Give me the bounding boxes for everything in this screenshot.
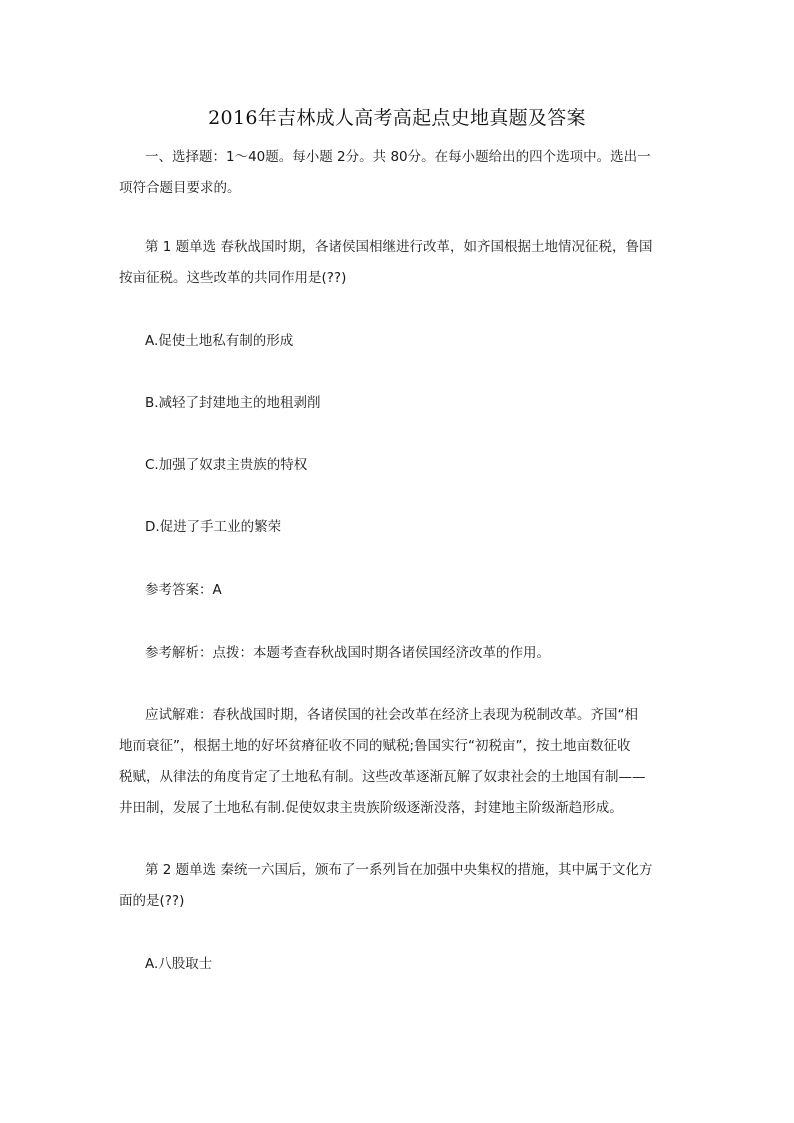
question-1-stem-line-1: 第 1 题单选 春秋战国时期，各诸侯国相继进行改革，如齐国根据土地情况征税，鲁国: [145, 239, 653, 255]
question-1-explanation-line-2: 地而衰征”，根据土地的好坏贫瘠征收不同的赋税;鲁国实行“初税亩”，按土地亩数征收: [119, 738, 631, 754]
question-1-explanation-line-4: 井田制，发展了土地私有制.促使奴隶主贵族阶级逐渐没落，封建地主阶级渐趋形成。: [119, 800, 623, 816]
question-1-explanation-line-1: 应试解难：春秋战国时期，各诸侯国的社会改革在经济上表现为税制改革。齐国“相: [145, 707, 638, 723]
document-title: 2016年吉林成人高考高起点史地真题及答案: [208, 107, 586, 129]
question-1-option-b: B.减轻了封建地主的地租剥削: [145, 395, 321, 411]
question-2-option-a: A.八股取士: [145, 956, 213, 972]
section-intro-line-2: 项符合题目要求的。: [119, 180, 241, 196]
question-1-answer: 参考答案：A: [145, 582, 222, 598]
question-2-stem-line-1: 第 2 题单选 秦统一六国后，颁布了一系列旨在加强中央集权的措施，其中属于文化方: [145, 862, 653, 878]
question-1-option-d: D.促进了手工业的繁荣: [145, 519, 282, 535]
section-intro-line-1: 一、选择题：1～40题。每小题 2分。共 80分。在每小题给出的四个选项中。选出一: [145, 149, 651, 165]
question-1-stem-line-2: 按亩征税。这些改革的共同作用是(??): [119, 270, 347, 286]
question-2-stem-line-2: 面的是(??): [119, 893, 185, 909]
question-1-option-a: A.促使土地私有制的形成: [145, 333, 294, 349]
question-1-analysis: 参考解析：点拨：本题考查春秋战国时期各诸侯国经济改革的作用。: [145, 645, 550, 661]
question-1-explanation-line-3: 税赋，从律法的角度肯定了土地私有制。这些改革逐渐瓦解了奴隶社会的土地国有制——: [119, 769, 646, 785]
question-1-option-c: C.加强了奴隶主贵族的特权: [145, 457, 308, 473]
